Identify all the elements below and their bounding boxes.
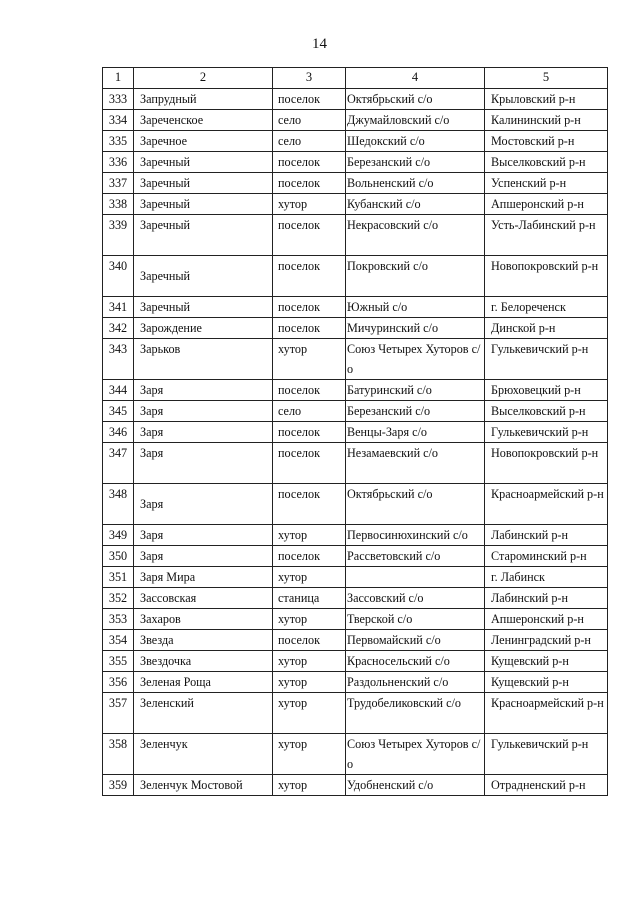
district-name: Выселковский р-н xyxy=(485,152,608,173)
row-number: 349 xyxy=(103,525,134,546)
settlement-type: хутор xyxy=(273,339,346,380)
district-name: Гулькевичский р-н xyxy=(485,422,608,443)
table-row xyxy=(103,630,608,651)
council-name: Покровский с/о xyxy=(346,256,485,297)
council-name: Батуринский с/о xyxy=(346,380,485,401)
row-number: 338 xyxy=(103,194,134,215)
table-row xyxy=(103,484,608,525)
council-name: Первомайский с/о xyxy=(346,630,485,651)
council-name: Зассовский с/о xyxy=(346,588,485,609)
council-name: Южный с/о xyxy=(346,297,485,318)
row-number: 358 xyxy=(103,734,134,775)
settlement-type: станица xyxy=(273,588,346,609)
settlement-name: Зеленский xyxy=(134,693,273,734)
table-row xyxy=(103,297,608,318)
table-row xyxy=(103,110,608,131)
settlement-name: Заречный xyxy=(134,215,273,256)
council-name: Союз Четырех Хуторов с/о xyxy=(346,339,485,380)
district-name: Апшеронский р-н xyxy=(485,194,608,215)
settlement-name: Звезда xyxy=(134,630,273,651)
row-number: 343 xyxy=(103,339,134,380)
district-name: Крыловский р-н xyxy=(485,89,608,110)
row-number: 354 xyxy=(103,630,134,651)
row-number: 335 xyxy=(103,131,134,152)
settlement-type: хутор xyxy=(273,651,346,672)
row-number: 359 xyxy=(103,775,134,796)
settlement-type: хутор xyxy=(273,194,346,215)
column-header-district: 5 xyxy=(485,68,608,89)
council-name: Рассветовский с/о xyxy=(346,546,485,567)
row-number: 355 xyxy=(103,651,134,672)
settlement-type: хутор xyxy=(273,734,346,775)
district-name: Новопокровский р-н xyxy=(485,256,608,297)
column-header-type: 3 xyxy=(273,68,346,89)
table-row xyxy=(103,525,608,546)
settlement-name: Зарьков xyxy=(134,339,273,380)
settlement-type: поселок xyxy=(273,318,346,339)
table-row xyxy=(103,131,608,152)
council-name: Некрасовский с/о xyxy=(346,215,485,256)
council-name: Тверской с/о xyxy=(346,609,485,630)
settlement-name: Заречный xyxy=(134,173,273,194)
settlement-name: Зеленая Роща xyxy=(134,672,273,693)
settlement-type: хутор xyxy=(273,775,346,796)
settlement-name: Заречный xyxy=(134,256,273,297)
settlement-type: хутор xyxy=(273,672,346,693)
district-name: Усть-Лабинский р-н xyxy=(485,215,608,256)
row-number: 351 xyxy=(103,567,134,588)
settlement-type: поселок xyxy=(273,630,346,651)
settlement-name: Заря xyxy=(134,401,273,422)
district-name: г. Лабинск xyxy=(485,567,608,588)
row-number: 334 xyxy=(103,110,134,131)
table-row xyxy=(103,693,608,734)
table-row xyxy=(103,567,608,588)
settlement-type: поселок xyxy=(273,89,346,110)
council-name: Незамаевский с/о xyxy=(346,443,485,484)
table-row xyxy=(103,380,608,401)
table-row xyxy=(103,318,608,339)
column-header-council: 4 xyxy=(346,68,485,89)
district-name: Брюховецкий р-н xyxy=(485,380,608,401)
council-name: Вольненский с/о xyxy=(346,173,485,194)
settlement-name: Заря xyxy=(134,546,273,567)
district-name: Красноармейский р-н xyxy=(485,484,608,525)
table-row xyxy=(103,401,608,422)
row-number: 333 xyxy=(103,89,134,110)
table-row xyxy=(103,734,608,775)
row-number: 336 xyxy=(103,152,134,173)
settlement-name: Заречное xyxy=(134,131,273,152)
settlement-name: Запрудный xyxy=(134,89,273,110)
district-name: Динской р-н xyxy=(485,318,608,339)
council-name: Джумайловский с/о xyxy=(346,110,485,131)
settlement-name: Зарождение xyxy=(134,318,273,339)
settlement-type: поселок xyxy=(273,546,346,567)
row-number: 348 xyxy=(103,484,134,525)
settlement-type: село xyxy=(273,110,346,131)
district-name: Мостовский р-н xyxy=(485,131,608,152)
district-name: Калининский р-н xyxy=(485,110,608,131)
settlement-type: поселок xyxy=(273,256,346,297)
settlement-name: Заря xyxy=(134,443,273,484)
council-name: Октябрьский с/о xyxy=(346,484,485,525)
settlements-table xyxy=(102,67,608,796)
district-name: Кущевский р-н xyxy=(485,651,608,672)
settlement-type: хутор xyxy=(273,609,346,630)
council-name: Удобненский с/о xyxy=(346,775,485,796)
council-name: Союз Четырех Хуторов с/о xyxy=(346,734,485,775)
settlement-name: Заречный xyxy=(134,152,273,173)
column-header-name: 2 xyxy=(134,68,273,89)
district-name: Выселковский р-н xyxy=(485,401,608,422)
district-name: Новопокровский р-н xyxy=(485,443,608,484)
district-name: Староминский р-н xyxy=(485,546,608,567)
page-number: 14 xyxy=(312,36,327,52)
table-row xyxy=(103,588,608,609)
settlement-name: Заря xyxy=(134,484,273,525)
row-number: 339 xyxy=(103,215,134,256)
table-header-row xyxy=(103,68,608,89)
settlement-type: поселок xyxy=(273,173,346,194)
council-name xyxy=(346,567,485,588)
table-row xyxy=(103,443,608,484)
council-name: Березанский с/о xyxy=(346,152,485,173)
council-name: Венцы-Заря с/о xyxy=(346,422,485,443)
settlement-type: поселок xyxy=(273,484,346,525)
settlement-type: поселок xyxy=(273,380,346,401)
row-number: 341 xyxy=(103,297,134,318)
settlement-name: Заря Мира xyxy=(134,567,273,588)
settlement-name: Заря xyxy=(134,422,273,443)
council-name: Раздольненский с/о xyxy=(346,672,485,693)
settlement-name: Захаров xyxy=(134,609,273,630)
table-row xyxy=(103,651,608,672)
table-row xyxy=(103,194,608,215)
council-name: Березанский с/о xyxy=(346,401,485,422)
row-number: 356 xyxy=(103,672,134,693)
row-number: 352 xyxy=(103,588,134,609)
district-name: Красноармейский р-н xyxy=(485,693,608,734)
settlement-type: хутор xyxy=(273,525,346,546)
table-row xyxy=(103,215,608,256)
district-name: Апшеронский р-н xyxy=(485,609,608,630)
row-number: 353 xyxy=(103,609,134,630)
row-number: 357 xyxy=(103,693,134,734)
table-row xyxy=(103,339,608,380)
settlement-name: Зеленчук Мостовой xyxy=(134,775,273,796)
council-name: Трудобеликовский с/о xyxy=(346,693,485,734)
row-number: 340 xyxy=(103,256,134,297)
district-name: Гулькевичский р-н xyxy=(485,734,608,775)
district-name: Ленинградский р-н xyxy=(485,630,608,651)
row-number: 347 xyxy=(103,443,134,484)
settlement-name: Зеленчук xyxy=(134,734,273,775)
district-name: г. Белореченск xyxy=(485,297,608,318)
settlement-name: Зареченское xyxy=(134,110,273,131)
settlement-name: Заря xyxy=(134,525,273,546)
district-name: Успенский р-н xyxy=(485,173,608,194)
district-name: Кущевский р-н xyxy=(485,672,608,693)
district-name: Гулькевичский р-н xyxy=(485,339,608,380)
table-row xyxy=(103,152,608,173)
settlement-name: Звездочка xyxy=(134,651,273,672)
council-name: Мичуринский с/о xyxy=(346,318,485,339)
table-row xyxy=(103,89,608,110)
table-row xyxy=(103,546,608,567)
settlement-type: поселок xyxy=(273,215,346,256)
row-number: 350 xyxy=(103,546,134,567)
district-name: Отрадненский р-н xyxy=(485,775,608,796)
table-row xyxy=(103,609,608,630)
row-number: 337 xyxy=(103,173,134,194)
council-name: Октябрьский с/о xyxy=(346,89,485,110)
settlement-type: село xyxy=(273,131,346,152)
table-row xyxy=(103,672,608,693)
row-number: 344 xyxy=(103,380,134,401)
settlement-type: хутор xyxy=(273,567,346,588)
table-row xyxy=(103,775,608,796)
council-name: Шедокский с/о xyxy=(346,131,485,152)
council-name: Красносельский с/о xyxy=(346,651,485,672)
column-header-number: 1 xyxy=(103,68,134,89)
settlement-type: поселок xyxy=(273,443,346,484)
district-name: Лабинский р-н xyxy=(485,588,608,609)
settlement-type: поселок xyxy=(273,422,346,443)
settlement-name: Заря xyxy=(134,380,273,401)
settlement-type: поселок xyxy=(273,152,346,173)
settlement-type: хутор xyxy=(273,693,346,734)
table-row xyxy=(103,173,608,194)
table-row xyxy=(103,256,608,297)
table-row xyxy=(103,422,608,443)
council-name: Первосинюхинский с/о xyxy=(346,525,485,546)
district-name: Лабинский р-н xyxy=(485,525,608,546)
row-number: 345 xyxy=(103,401,134,422)
settlement-type: поселок xyxy=(273,297,346,318)
row-number: 342 xyxy=(103,318,134,339)
settlement-type: село xyxy=(273,401,346,422)
settlement-name: Заречный xyxy=(134,297,273,318)
settlement-name: Зассовская xyxy=(134,588,273,609)
council-name: Кубанский с/о xyxy=(346,194,485,215)
row-number: 346 xyxy=(103,422,134,443)
settlement-name: Заречный xyxy=(134,194,273,215)
